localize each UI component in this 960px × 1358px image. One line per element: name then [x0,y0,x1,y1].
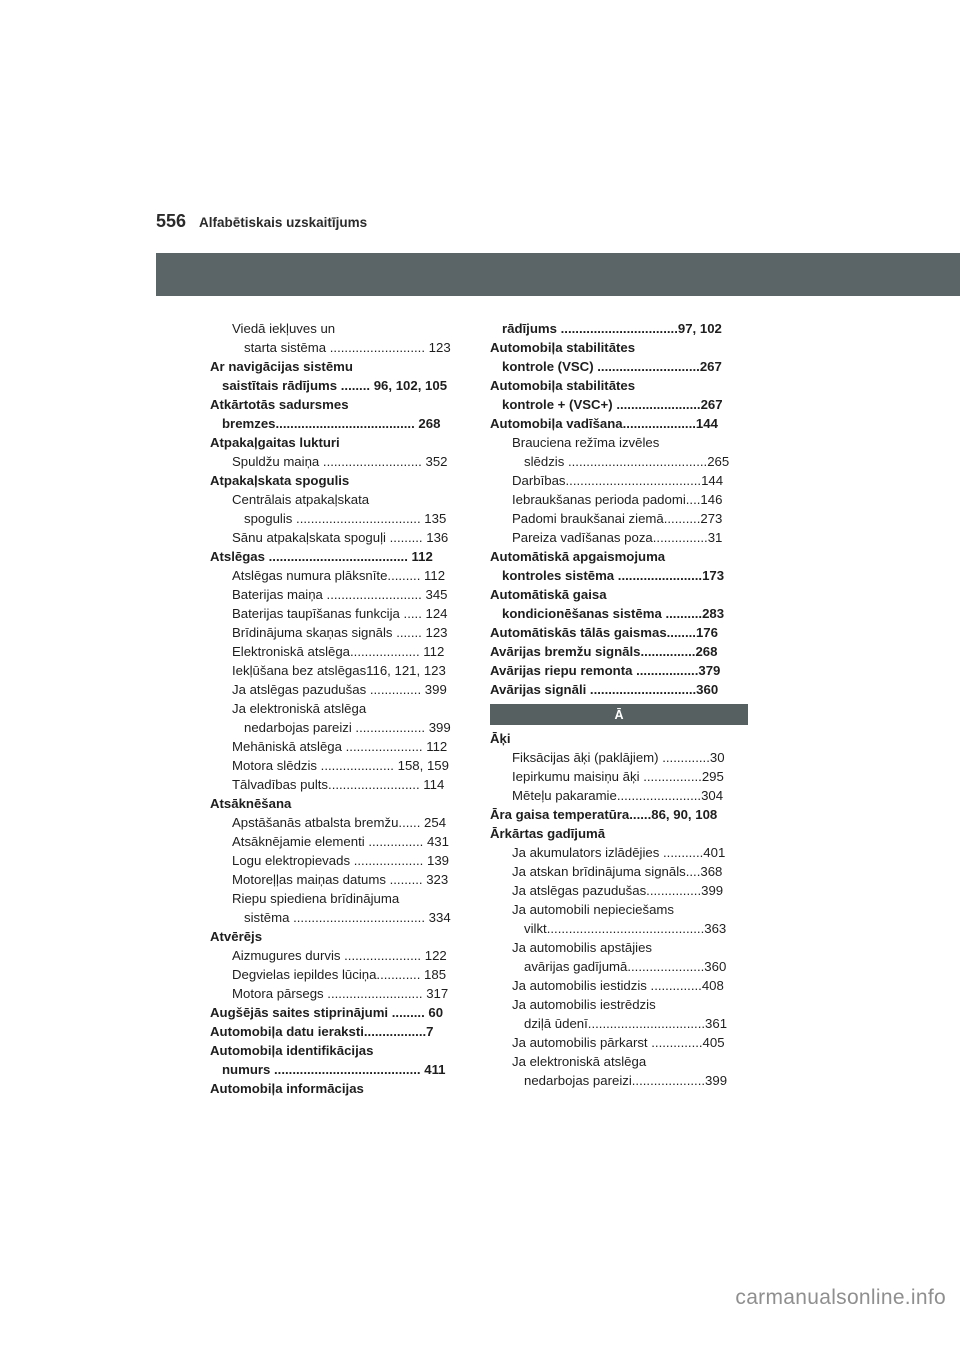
index-entry-line: kondicionēšanas sistēma ..........283 [502,606,725,621]
index-entry-line: Tālvadības pults......................... 114 [232,777,445,792]
index-entry-line: Atpakaļgaitas lukturi [210,435,340,450]
index-entry-line: Logu elektropievads ................... 139 [232,853,449,868]
page-header-title: Alfabētiskais uzskaitījums [199,215,368,230]
index-entry-line: rādījums ................................97, 102 [502,321,722,336]
index-entry-line: spogulis .................................. 135 [244,511,447,526]
index-content [210,319,748,1098]
index-entry-line: Ja automobilis iestidzis ..............408 [512,978,724,993]
index-entry-line: Motoreļļas maiņas datums ......... 323 [232,872,449,887]
index-entry-line: Avārijas signāli .............................360 [490,682,719,697]
header-bar [156,253,960,296]
index-entry-line: Ja atslēgas pazudušas...............399 [512,883,724,898]
index-entry-line: Elektroniskā atslēga................... 112 [232,644,445,659]
index-entry-line: kontrole (VSC) ............................267 [502,359,722,374]
index-entry-line: starta sistēma .......................... 123 [244,340,451,355]
index-entry-line: Atpakaļskata spogulis [210,473,350,488]
index-entry-line: Automobiļa informācijas [210,1081,364,1096]
index-entry-line: Āķi [490,731,511,746]
index-entry-line: Ja automobilis iestrēdzis [512,997,656,1012]
index-entry-line: Ja automobilis apstājies [512,940,653,955]
index-entry-line: Motora slēdzis .................... 158, 159 [232,758,449,773]
index-entry-line: Motora pārsegs .......................... 317 [232,986,449,1001]
index-entry-line: Automobiļa stabilitātes [490,378,636,393]
index-entry-line: Ārkārtas gadījumā [490,826,606,841]
index-column-left [210,319,468,1098]
section-letter: Ā [614,707,624,722]
index-entry-line: Ja automobilis pārkarst ..............405 [512,1035,725,1050]
index-entry-line: Automobiļa identifikācijas [210,1043,374,1058]
index-entry-line: Ja akumulators izlādējies ...........401 [512,845,726,860]
index-entry-line: Avārijas bremžu signāls...............268 [490,644,718,659]
index-entry-line: Automobiļa datu ieraksti.................7 [210,1024,434,1039]
index-entry-line: avārijas gadījumā.....................360 [524,959,727,974]
index-entry-line: Atkārtotās sadursmes [210,397,349,412]
index-entry-line: Avārijas riepu remonta .................379 [490,663,721,678]
index-entry-line: kontroles sistēma .......................173 [502,568,725,583]
index-entry-line: Ja automobili nepieciešams [512,902,674,917]
index-right-after-section [490,729,748,1090]
index-entry-line: Sānu atpakaļskata spoguļi ......... 136 [232,530,449,545]
index-entry-line: Spuldžu maiņa ........................... 352 [232,454,448,469]
section-letter-bar [490,704,748,725]
index-column-right [490,319,748,1098]
index-entry-line: Degvielas iepildes lūciņa............ 185 [232,967,447,982]
index-entry-line: Riepu spiediena brīdinājuma [232,891,400,906]
watermark: carmanualsonline.info [735,1286,946,1309]
index-entry-line: Mehāniskā atslēga ..................... 112 [232,739,448,754]
page-number: 556 [156,211,187,231]
index-entry-line: Apstāšanās atbalsta bremžu...... 254 [232,815,447,830]
index-entry-line: Iebraukšanas perioda padomi....146 [512,492,723,507]
index-entry-line: Automātiskā apgaismojuma [490,549,666,564]
index-entry-line: Atslēgas ...................................... 112 [210,549,433,564]
index-entry-line: Ja elektroniskā atslēga [512,1054,647,1069]
index-entry-line: Automātiskā gaisa [490,587,607,602]
index-entry-line: vilkt...........................................363 [524,921,727,936]
index-entry-line: Automobiļa stabilitātes [490,340,636,355]
index-entry-line: bremzes...................................... 268 [222,416,441,431]
page-header [156,211,367,232]
index-entry-line: Āra gaisa temperatūra......86, 90, 108 [490,807,718,822]
index-entry-line: Atsāknēšana [210,796,292,811]
index-entry-line: Pareiza vadīšanas poza...............31 [512,530,723,545]
index-entry-line: nedarbojas pareizi ................... 399 [244,720,451,735]
index-entry-line: Darbības.....................................144 [512,473,724,488]
index-entry-line: Automātiskās tālās gaismas........176 [490,625,718,640]
index-entry-line: dziļā ūdenī................................361 [524,1016,728,1031]
index-entry-line: sistēma .................................... 334 [244,910,451,925]
index-entry-line: Centrālais atpakaļskata [232,492,370,507]
index-entry-line: Aizmugures durvis ..................... 122 [232,948,447,963]
index-entry-line: numurs ........................................ 411 [222,1062,446,1077]
index-entry-line: Brauciena režīma izvēles [512,435,660,450]
index-entry-line: nedarbojas pareizi....................399 [524,1073,728,1088]
index-entry-line: Viedā iekļuves un [232,321,336,336]
index-entry-line: Baterijas maiņa .......................... 345 [232,587,448,602]
index-entry-line: Ja atslēgas pazudušas .............. 399 [232,682,447,697]
index-right-before-section [490,319,748,699]
index-entry-line: Mēteļu pakaramie.......................304 [512,788,724,803]
index-entry-line: Brīdinājuma skaņas signāls ....... 123 [232,625,448,640]
index-entry-line: Baterijas taupīšanas funkcija ..... 124 [232,606,448,621]
index-entry-line: Iekļūšana bez atslēgas116, 121, 123 [232,663,446,678]
index-entry-line: Atsāknējamie elementi ............... 431 [232,834,449,849]
index-entry-line: Automobiļa vadīšana....................144 [490,416,718,431]
index-entry-line: Fiksācijas āķi (paklājiem) .............30 [512,750,725,765]
index-entry-line: Iepirkumu maisiņu āķi ................295 [512,769,724,784]
index-entry-line: saistītais rādījums ........ 96, 102, 105 [222,378,448,393]
index-entry-line: Padomi braukšanai ziemā..........273 [512,511,723,526]
index-entry-line: Ja elektroniskā atslēga [232,701,367,716]
index-entry-line: Augšējās saites stiprinājumi ......... 60 [210,1005,444,1020]
index-entry-line: kontrole + (VSC+) .......................267 [502,397,723,412]
index-entry-line: Ja atskan brīdinājuma signāls....368 [512,864,723,879]
index-entry-line: Ar navigācijas sistēmu [210,359,353,374]
index-entry-line: slēdzis ......................................265 [524,454,730,469]
index-entry-line: Atvērējs [210,929,263,944]
index-entry-line: Atslēgas numura plāksnīte......... 112 [232,568,446,583]
